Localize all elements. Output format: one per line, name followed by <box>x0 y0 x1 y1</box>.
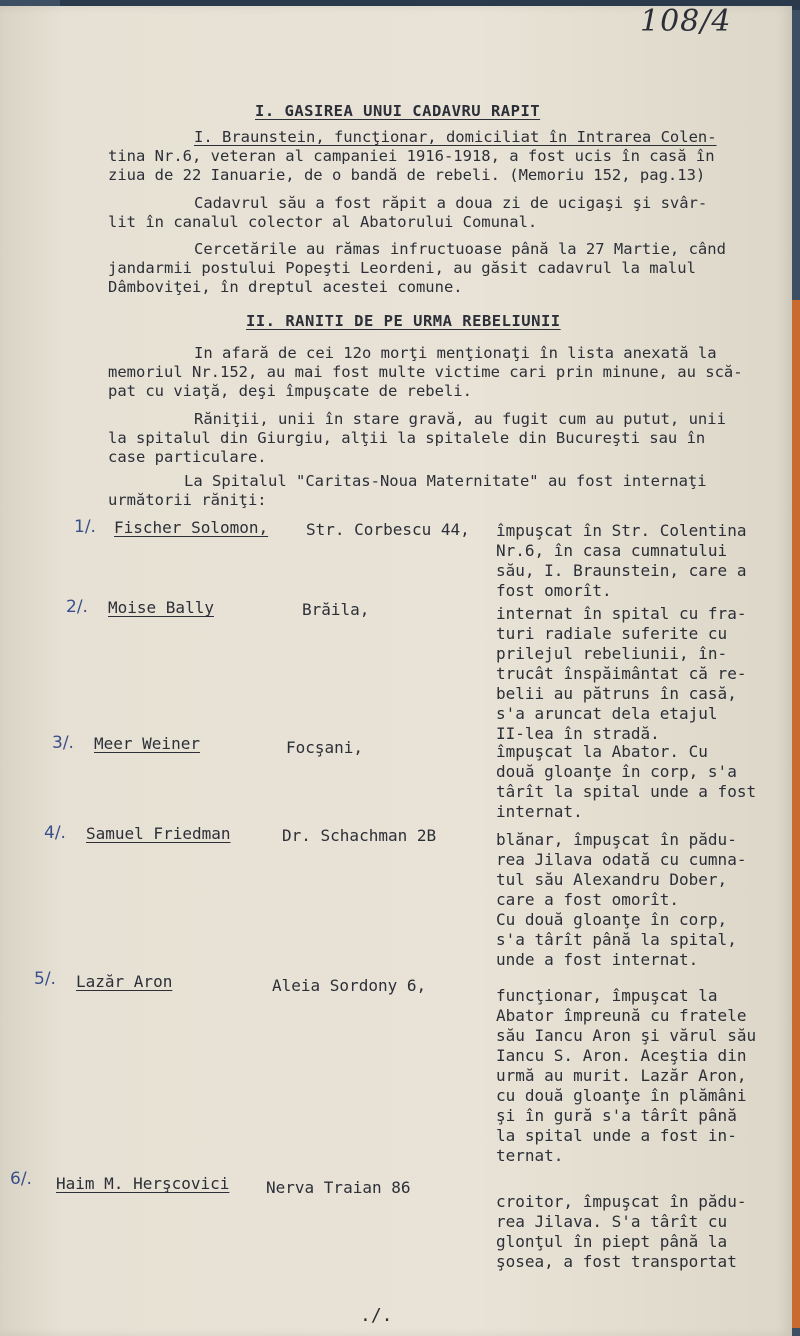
entry-5-address: Aleia Sordony 6, <box>272 976 427 995</box>
page-number: 108/4 <box>640 4 732 39</box>
s2-p1-l2: memoriul Nr.152, au mai fost multe victime cari prin minune, au scă- <box>108 363 743 381</box>
entry-4-name: Samuel Friedman <box>86 824 231 843</box>
entry-4-address: Dr. Schachman 2B <box>282 826 437 845</box>
entry-5-desc-l4: Iancu S. Aron. Aceştia din <box>496 1046 747 1065</box>
entry-5-desc-l7: şi în gură s'a târît până <box>496 1106 737 1125</box>
s1-p1-l1-underlined-name: I. Braunstein, funcţionar, domiciliat în Intrarea Colen- <box>194 128 717 146</box>
entry-2-desc-l7: II-lea în stradă. <box>496 724 660 743</box>
entry-5-desc-l3: său Iancu Aron şi vărul său <box>496 1026 757 1045</box>
entry-3-name: Meer Weiner <box>94 734 200 753</box>
s2-p1-l1: In afară de cei 12o morţi menţionaţi în lista anexată la <box>194 344 717 362</box>
s1-p3-l3: Dâmboviţei, în dreptul acestei comune. <box>108 278 463 296</box>
entry-1-desc-l2: Nr.6, în casa cumnatului <box>496 541 728 560</box>
entry-4-desc-l1: blănar, împuşcat în pădu- <box>496 830 737 849</box>
entry-1-number: 1/. <box>74 517 96 537</box>
s2-p3-l1: La Spitalul "Caritas-Noua Maternitate" au fost internaţi <box>184 472 707 490</box>
continuation-mark: ./. <box>360 1305 393 1326</box>
entry-6-name: Haim M. Herşcovici <box>56 1174 230 1193</box>
entry-4-desc-l2: rea Jilava odată cu cumna- <box>496 850 747 869</box>
entry-6-number: 6/. <box>10 1169 32 1189</box>
entry-3-number: 3/. <box>52 733 74 753</box>
entry-4-desc-l7: unde a fost internat. <box>496 950 699 969</box>
document-page <box>0 6 792 1336</box>
entry-2-desc-l2: turi radiale suferite cu <box>496 624 728 643</box>
entry-3-desc-l1: împuşcat la Abator. Cu <box>496 742 708 761</box>
s1-p3-l1: Cercetările au rămas infructuoase până la 27 Martie, când <box>194 240 726 258</box>
entry-2-desc-l3: prilejul rebeliunii, în- <box>496 644 728 663</box>
entry-5-desc-l6: cu două gloanţe în plămâni <box>496 1086 747 1105</box>
entry-1-desc-l4: fost omorît. <box>496 581 612 600</box>
entry-2-desc-l1: internat în spital cu fra- <box>496 604 747 623</box>
entry-5-number: 5/. <box>34 969 56 989</box>
entry-3-desc-l4: internat. <box>496 802 583 821</box>
section-1-heading: I. GASIREA UNUI CADAVRU RAPIT <box>255 102 541 120</box>
entry-6-desc-l3: glonţul în piept până la <box>496 1232 728 1251</box>
entry-4-desc-l6: s'a târît până la spital, <box>496 930 737 949</box>
entry-2-address: Brăila, <box>302 600 370 619</box>
entry-2-desc-l6: s'a aruncat dela etajul <box>496 704 718 723</box>
entry-2-name: Moise Bally <box>108 598 214 617</box>
s1-p3-l2: jandarmii postului Popeşti Leordeni, au găsit cadavrul la malul <box>108 259 696 277</box>
entry-6-desc-l4: şosea, a fost transportat <box>496 1252 737 1271</box>
entry-4-desc-l5: Cu două gloanţe în corp, <box>496 910 728 929</box>
entry-5-desc-l2: Abator împreună cu fratele <box>496 1006 747 1025</box>
entry-1-name: Fischer Solomon, <box>114 518 269 537</box>
entry-6-desc-l1: croitor, împuşcat în pădu- <box>496 1192 747 1211</box>
s1-p2-l2: lit în canalul colector al Abatorului Comunal. <box>108 213 538 231</box>
entry-4-desc-l3: tul său Alexandru Dober, <box>496 870 728 889</box>
entry-2-desc-l5: belii au pătruns în casă, <box>496 684 737 703</box>
entry-5-desc-l5: urmă au murit. Lazăr Aron, <box>496 1066 747 1085</box>
entry-2-number: 2/. <box>66 597 88 617</box>
s2-p2-l1: Răniţii, unii în stare gravă, au fugit cum au putut, unii <box>194 410 726 428</box>
section-2-heading: II. RANITI DE PE URMA REBELIUNII <box>246 312 561 330</box>
entry-4-number: 4/. <box>44 823 66 843</box>
entry-1-desc-l3: său, I. Braunstein, care a <box>496 561 747 580</box>
entry-5-desc-l9: ternat. <box>496 1146 564 1165</box>
entry-5-desc-l1: funcţionar, împuşcat la <box>496 986 718 1005</box>
s2-p3-l2: următorii răniţi: <box>108 491 267 509</box>
entry-3-desc-l3: târît la spital unde a fost <box>496 782 757 801</box>
s1-p2-l1: Cadavrul său a fost răpit a doua zi de ucigaşi şi svâr- <box>194 194 708 212</box>
entry-3-desc-l2: două gloanţe în corp, s'a <box>496 762 737 781</box>
s2-p2-l3: case particulare. <box>108 448 267 466</box>
s2-p2-l2: la spitalul din Giurgiu, alţii la spitalele din Bucureşti sau în <box>108 429 706 447</box>
entry-2-desc-l4: trucât înspăimântat că re- <box>496 664 747 683</box>
s2-p1-l3: pat cu viaţă, deşi împuşcate de rebeli. <box>108 382 472 400</box>
entry-5-desc-l8: la spital unde a fost in- <box>496 1126 737 1145</box>
entry-4-desc-l4: care a fost omorît. <box>496 890 680 909</box>
entry-3-address: Focşani, <box>286 738 364 757</box>
entry-1-address: Str. Corbescu 44, <box>306 520 470 539</box>
entry-6-address: Nerva Traian 86 <box>266 1178 411 1197</box>
s1-p1-l3: ziua de 22 Ianuarie, de o bandă de rebeli. (Memoriu 152, pag.13) <box>108 166 706 184</box>
s1-p1-l2: tina Nr.6, veteran al campaniei 1916-1918, a fost ucis în casă în <box>108 147 715 165</box>
entry-6-desc-l2: rea Jilava. S'a târît cu <box>496 1212 728 1231</box>
entry-5-name: Lazăr Aron <box>76 972 173 991</box>
entry-1-desc-l1: împuşcat în Str. Colentina <box>496 521 747 540</box>
